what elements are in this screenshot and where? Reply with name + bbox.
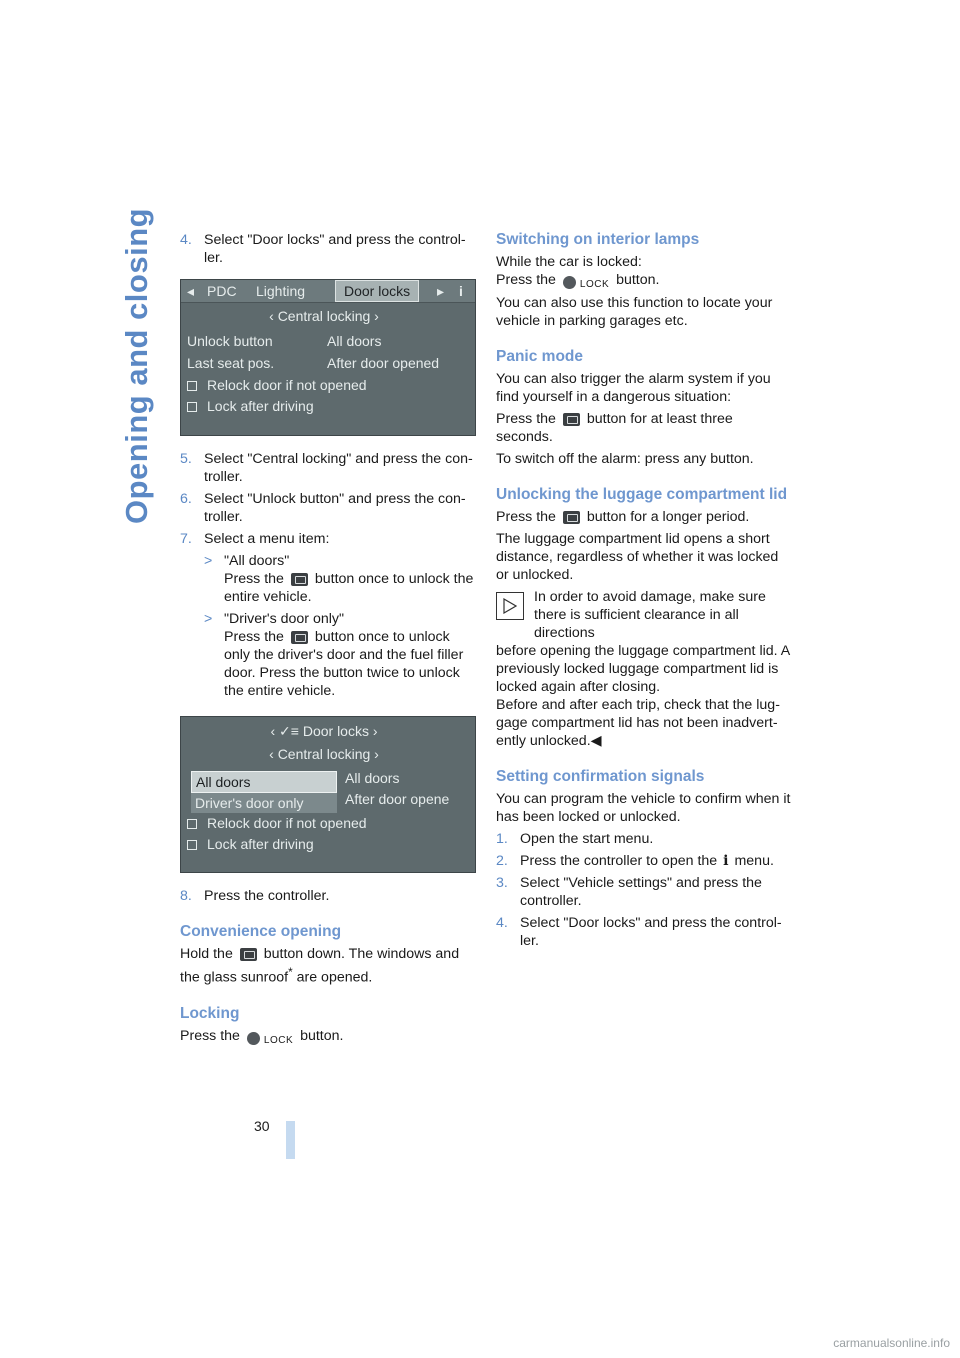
heading-convenience-opening: Convenience opening bbox=[180, 923, 342, 940]
idrive-screen-central-locking bbox=[180, 716, 476, 873]
menu-check-relock: Relock door if not opened bbox=[187, 375, 461, 395]
screen-subtitle: ‹ Central locking › bbox=[269, 308, 379, 324]
end-mark-icon: ◀ bbox=[590, 733, 602, 749]
heading-locking: Locking bbox=[180, 1004, 240, 1022]
option-all-doors: All doors bbox=[191, 771, 337, 793]
panic-button-icon bbox=[563, 413, 580, 426]
step-4: 4. Select "Door locks" and press the control-ler. bbox=[180, 232, 466, 266]
menu-row-unlock-button: Unlock button All doors bbox=[187, 333, 382, 349]
settings-check-icon: ✓≡ bbox=[279, 723, 299, 739]
screen-title: ‹ ✓≡ Door locks › bbox=[270, 723, 378, 739]
tab-pdc: PDC bbox=[207, 283, 237, 299]
locking-text: Press the LOCK button. bbox=[180, 1027, 476, 1050]
luggage-press-text: Press the button for a longer period. bbox=[496, 509, 750, 525]
menu-check-lock-after-driving: Lock after driving bbox=[187, 834, 461, 854]
left-column bbox=[180, 231, 476, 1054]
info-icon: i bbox=[723, 853, 729, 869]
interior-press-text: Press the LOCK button. bbox=[496, 271, 792, 294]
unlock-key-icon bbox=[291, 573, 308, 586]
trunk-button-icon bbox=[563, 511, 580, 524]
caution-triangle-icon bbox=[496, 592, 524, 620]
checkbox-icon bbox=[187, 819, 197, 829]
arrow-left-icon: ◂ bbox=[187, 283, 195, 299]
lock-button-icon: LOCK bbox=[563, 274, 609, 294]
checkbox-icon bbox=[187, 840, 197, 850]
section-title: Opening and closing bbox=[119, 207, 154, 524]
panic-press-text: Press the button for at least three seconds. bbox=[496, 411, 733, 445]
menu-check-lock-after-driving: Lock after driving bbox=[187, 396, 461, 416]
option-all-doors-current: All doors bbox=[345, 770, 400, 786]
confirm-step-3: 3. Select "Vehicle settings" and press the controller. bbox=[496, 875, 762, 909]
screen-tab-bar bbox=[181, 280, 475, 303]
confirm-step-2: 2. Press the controller to open the i menu. bbox=[496, 853, 774, 869]
page-number: 30 bbox=[254, 1118, 270, 1134]
option-after-door-opened: After door opene bbox=[345, 791, 450, 807]
idrive-screen-door-locks bbox=[180, 279, 476, 436]
convenience-text: Hold the button down. The windows and the glass sunroof* are opened. bbox=[180, 946, 460, 986]
heading-interior-lamps: Switching on interior lamps bbox=[496, 231, 700, 248]
unlock-key-icon bbox=[240, 948, 257, 961]
sub-item-all-doors: > "All doors" Press the button once to unlock the entire vehicle. bbox=[204, 553, 474, 605]
checkbox-icon bbox=[187, 402, 197, 412]
page-marker-bar bbox=[286, 1121, 295, 1159]
menu-row-last-seat: Last seat pos. After door opened bbox=[187, 355, 440, 371]
step-5: 5. Select "Central locking" and press the con-troller. bbox=[180, 451, 473, 485]
heading-confirmation-signals: Setting confirmation signals bbox=[496, 768, 705, 785]
confirm-step-4: 4. Select "Door locks" and press the control-ler. bbox=[496, 915, 782, 949]
screen-subtitle: ‹ Central locking › bbox=[269, 746, 379, 762]
option-drivers-door-only: Driver's door only bbox=[191, 793, 337, 813]
unlock-key-icon bbox=[291, 631, 308, 644]
right-column: Switching on interior lamps While the car is locked: Press the LOCK button. You can also use this function to locate your vehicle in parking garages etc. Panic mode You can also trigger the alarm system if you find yourself in a dangerous situation: Press the button for at least three seconds. To switch off the alarm: press any button. Unlocking the luggage compartment lid Press the button for a longer period. The luggage compartment lid opens a short distance, regardless of whether it was locked or unlocked. In order to avoid damage, make sure there is sufficient clearance in all directions before opening the luggage compartment lid. A previously locked luggage compartment lid is locked again after closing. Before and after each trip, check that the lug-gage compartment lid has not been inadvert-ently unlocked.◀ Setting confirmation signals You can program the vehicle to confirm when it has been locked or unlocked. 1. Open the start menu. 2. Press the controller to open the i menu. 3. Select "Vehicle settings" and press the controller. 4. Select "Door locks" and press the control-ler. bbox=[496, 231, 791, 949]
confirm-step-1: 1. Open the start menu. bbox=[496, 831, 654, 847]
step-8: 8. Press the controller. bbox=[180, 888, 330, 904]
sub-item-drivers-door: > "Driver's door only" Press the button once to unlock only the driver's door and the fuel filler door. Press the button twice to unlock the entire vehicle. bbox=[204, 611, 464, 699]
step-7: 7. Select a menu item: bbox=[180, 531, 330, 547]
heading-luggage-compartment: Unlocking the luggage compartment lid bbox=[496, 486, 788, 503]
checkbox-icon bbox=[187, 381, 197, 391]
tab-lighting: Lighting bbox=[256, 283, 306, 299]
info-icon: i bbox=[459, 283, 463, 299]
menu-check-relock: Relock door if not opened bbox=[187, 813, 461, 833]
arrow-right-icon: ▸ bbox=[437, 283, 445, 299]
caution-note: In order to avoid damage, make sure there is sufficient clearance in all directions before opening the luggage compartment lid. A previously locked luggage compartment lid is locked again after closing. Before and after each trip, check that the lug-gage compartment lid has not been inadvert-ently unlocked.◀ bbox=[496, 589, 790, 749]
step-6: 6. Select "Unlock button" and press the con-troller. bbox=[180, 491, 466, 525]
heading-panic-mode: Panic mode bbox=[496, 348, 583, 365]
tab-door-locks: Door locks bbox=[335, 280, 419, 302]
watermark: carmanualsonline.info bbox=[833, 1336, 950, 1350]
lock-button-icon: LOCK bbox=[247, 1030, 293, 1050]
